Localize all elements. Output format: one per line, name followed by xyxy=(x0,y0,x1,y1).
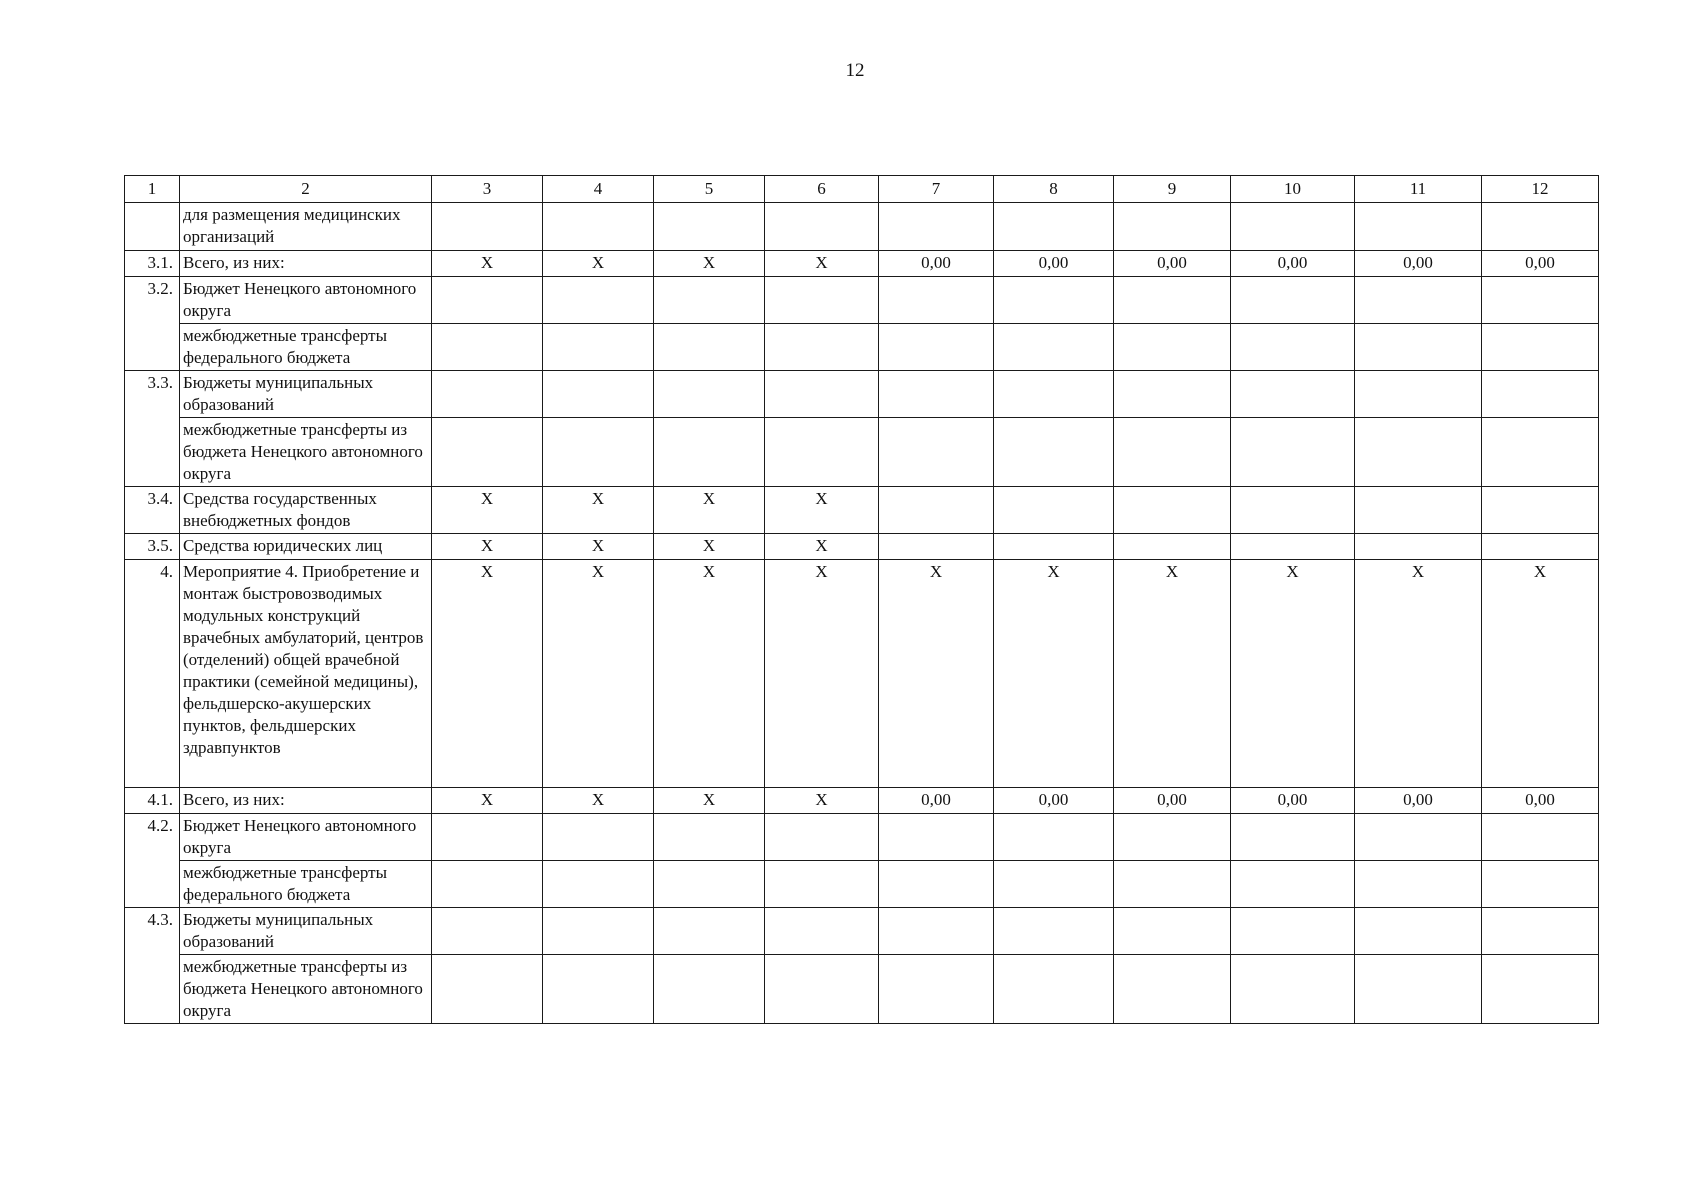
table-row xyxy=(125,251,1599,277)
value-cell xyxy=(1231,955,1355,1024)
value-cell xyxy=(1355,418,1482,487)
value-cell xyxy=(1231,534,1355,560)
value-cell xyxy=(432,203,543,251)
value-cell xyxy=(765,861,879,908)
value-cell: X xyxy=(765,788,879,814)
value-cell xyxy=(765,324,879,371)
table-body xyxy=(125,176,1599,1024)
value-cell xyxy=(765,277,879,324)
value-cell: X xyxy=(1114,560,1231,788)
value-cell xyxy=(879,534,994,560)
value-cell: 0,00 xyxy=(1482,788,1599,814)
row-number: 4.3. xyxy=(125,908,180,1024)
value-cell: 0,00 xyxy=(994,251,1114,277)
value-cell xyxy=(994,534,1114,560)
value-cell: 0,00 xyxy=(1114,788,1231,814)
value-cell xyxy=(1482,203,1599,251)
value-cell xyxy=(654,203,765,251)
value-cell xyxy=(994,814,1114,861)
value-cell xyxy=(1231,324,1355,371)
row-label: межбюджетные трансферты федерального бюджета xyxy=(180,324,432,371)
value-cell: 0,00 xyxy=(994,788,1114,814)
row-number xyxy=(125,203,180,251)
value-cell xyxy=(1355,487,1482,534)
value-cell xyxy=(1114,487,1231,534)
column-header: 10 xyxy=(1231,176,1355,203)
value-cell xyxy=(1114,861,1231,908)
value-cell xyxy=(1114,371,1231,418)
value-cell xyxy=(1231,814,1355,861)
value-cell xyxy=(1482,814,1599,861)
value-cell xyxy=(543,371,654,418)
header-row xyxy=(125,176,1599,203)
value-cell xyxy=(1231,908,1355,955)
column-header: 7 xyxy=(879,176,994,203)
row-number: 3.4. xyxy=(125,487,180,534)
row-number: 4.2. xyxy=(125,814,180,908)
value-cell xyxy=(1114,277,1231,324)
value-cell: X xyxy=(543,534,654,560)
value-cell: X xyxy=(654,560,765,788)
value-cell xyxy=(654,814,765,861)
value-cell xyxy=(543,814,654,861)
row-label: межбюджетные трансферты из бюджета Ненецкого автономного округа xyxy=(180,955,432,1024)
value-cell xyxy=(994,203,1114,251)
table-row xyxy=(125,203,1599,251)
row-number: 4.1. xyxy=(125,788,180,814)
value-cell xyxy=(1355,203,1482,251)
row-label: для размещения медицинских организаций xyxy=(180,203,432,251)
value-cell xyxy=(1231,371,1355,418)
value-cell xyxy=(1482,324,1599,371)
value-cell xyxy=(879,861,994,908)
column-header: 12 xyxy=(1482,176,1599,203)
value-cell xyxy=(432,955,543,1024)
value-cell xyxy=(994,324,1114,371)
table-row xyxy=(125,418,1599,487)
value-cell xyxy=(879,955,994,1024)
value-cell xyxy=(1231,418,1355,487)
value-cell xyxy=(879,418,994,487)
value-cell xyxy=(1482,371,1599,418)
value-cell xyxy=(1114,814,1231,861)
value-cell: X xyxy=(432,534,543,560)
value-cell: X xyxy=(765,251,879,277)
value-cell xyxy=(1355,277,1482,324)
value-cell xyxy=(1355,908,1482,955)
value-cell xyxy=(879,487,994,534)
table-row xyxy=(125,324,1599,371)
value-cell xyxy=(543,861,654,908)
row-number: 4. xyxy=(125,560,180,788)
value-cell xyxy=(1231,203,1355,251)
value-cell: 0,00 xyxy=(1482,251,1599,277)
value-cell: X xyxy=(654,487,765,534)
column-header: 11 xyxy=(1355,176,1482,203)
value-cell xyxy=(432,908,543,955)
value-cell xyxy=(1114,418,1231,487)
value-cell xyxy=(1482,487,1599,534)
column-header: 8 xyxy=(994,176,1114,203)
page-number: 12 xyxy=(845,60,865,81)
value-cell: 0,00 xyxy=(879,788,994,814)
value-cell xyxy=(1114,908,1231,955)
row-number: 3.1. xyxy=(125,251,180,277)
row-label: Бюджеты муниципальных образований xyxy=(180,908,432,955)
value-cell: 0,00 xyxy=(1231,251,1355,277)
value-cell xyxy=(994,955,1114,1024)
column-header: 2 xyxy=(180,176,432,203)
value-cell xyxy=(432,324,543,371)
row-label: Средства государственных внебюджетных фондов xyxy=(180,487,432,534)
value-cell xyxy=(432,371,543,418)
value-cell xyxy=(543,955,654,1024)
value-cell: X xyxy=(654,788,765,814)
value-cell: 0,00 xyxy=(1355,251,1482,277)
value-cell xyxy=(765,418,879,487)
value-cell xyxy=(1482,955,1599,1024)
table-row xyxy=(125,371,1599,418)
column-header: 3 xyxy=(432,176,543,203)
row-label: Средства юридических лиц xyxy=(180,534,432,560)
value-cell xyxy=(765,955,879,1024)
value-cell xyxy=(1355,955,1482,1024)
row-label: Бюджеты муниципальных образований xyxy=(180,371,432,418)
value-cell xyxy=(1114,324,1231,371)
table-row xyxy=(125,788,1599,814)
value-cell xyxy=(765,814,879,861)
value-cell: X xyxy=(432,560,543,788)
value-cell: X xyxy=(543,487,654,534)
value-cell xyxy=(1114,955,1231,1024)
value-cell xyxy=(879,324,994,371)
value-cell: X xyxy=(654,534,765,560)
table-row xyxy=(125,560,1599,788)
table-row xyxy=(125,534,1599,560)
column-header: 6 xyxy=(765,176,879,203)
value-cell xyxy=(1482,277,1599,324)
value-cell xyxy=(765,371,879,418)
value-cell: X xyxy=(432,487,543,534)
value-cell xyxy=(1355,861,1482,908)
value-cell xyxy=(994,418,1114,487)
value-cell xyxy=(654,955,765,1024)
value-cell xyxy=(879,814,994,861)
value-cell xyxy=(1355,814,1482,861)
value-cell xyxy=(1355,534,1482,560)
value-cell xyxy=(543,908,654,955)
value-cell: X xyxy=(765,534,879,560)
value-cell xyxy=(432,418,543,487)
value-cell xyxy=(1114,203,1231,251)
value-cell xyxy=(654,861,765,908)
value-cell: 0,00 xyxy=(1355,788,1482,814)
table-row xyxy=(125,277,1599,324)
value-cell xyxy=(543,203,654,251)
value-cell xyxy=(1231,277,1355,324)
value-cell xyxy=(654,418,765,487)
column-header: 1 xyxy=(125,176,180,203)
row-label: Бюджет Ненецкого автономного округа xyxy=(180,814,432,861)
value-cell xyxy=(879,908,994,955)
table-row xyxy=(125,814,1599,861)
column-header: 4 xyxy=(543,176,654,203)
value-cell: 0,00 xyxy=(1114,251,1231,277)
value-cell xyxy=(1231,861,1355,908)
value-cell xyxy=(432,861,543,908)
row-number: 3.3. xyxy=(125,371,180,487)
value-cell: X xyxy=(1231,560,1355,788)
value-cell xyxy=(879,203,994,251)
value-cell: X xyxy=(432,788,543,814)
value-cell xyxy=(1482,908,1599,955)
value-cell xyxy=(1482,534,1599,560)
value-cell xyxy=(432,277,543,324)
value-cell: X xyxy=(432,251,543,277)
value-cell xyxy=(432,814,543,861)
row-label: Всего, из них: xyxy=(180,788,432,814)
row-label: межбюджетные трансферты федерального бюджета xyxy=(180,861,432,908)
row-number: 3.5. xyxy=(125,534,180,560)
value-cell: X xyxy=(765,487,879,534)
value-cell xyxy=(994,371,1114,418)
value-cell xyxy=(1482,418,1599,487)
table-row xyxy=(125,861,1599,908)
value-cell xyxy=(765,908,879,955)
value-cell: X xyxy=(994,560,1114,788)
value-cell xyxy=(543,324,654,371)
value-cell: X xyxy=(1482,560,1599,788)
value-cell xyxy=(765,203,879,251)
value-cell: X xyxy=(765,560,879,788)
value-cell xyxy=(1482,861,1599,908)
value-cell xyxy=(654,324,765,371)
value-cell xyxy=(654,277,765,324)
value-cell xyxy=(994,908,1114,955)
value-cell: 0,00 xyxy=(879,251,994,277)
table-row xyxy=(125,908,1599,955)
value-cell xyxy=(654,908,765,955)
row-label: Всего, из них: xyxy=(180,251,432,277)
table-row xyxy=(125,955,1599,1024)
value-cell xyxy=(994,277,1114,324)
row-label: Бюджет Ненецкого автономного округа xyxy=(180,277,432,324)
value-cell xyxy=(994,487,1114,534)
table-row xyxy=(125,487,1599,534)
value-cell: X xyxy=(543,560,654,788)
value-cell: X xyxy=(879,560,994,788)
value-cell xyxy=(879,371,994,418)
value-cell xyxy=(654,371,765,418)
value-cell xyxy=(543,418,654,487)
value-cell xyxy=(1231,487,1355,534)
value-cell: X xyxy=(543,788,654,814)
value-cell: X xyxy=(543,251,654,277)
row-number: 3.2. xyxy=(125,277,180,371)
column-header: 9 xyxy=(1114,176,1231,203)
value-cell xyxy=(1355,371,1482,418)
budget-table xyxy=(124,175,1599,1024)
value-cell: 0,00 xyxy=(1231,788,1355,814)
column-header: 5 xyxy=(654,176,765,203)
value-cell xyxy=(879,277,994,324)
row-label: Мероприятие 4. Приобретение и монтаж быстровозводимых модульных конструкций врачебных амбулаторий, центров (отделений) общей врачебной практики (семейной медицины), фельдшерско-акушерских пунктов, фельдшерских здравпунктов xyxy=(180,560,432,788)
value-cell xyxy=(543,277,654,324)
value-cell xyxy=(1355,324,1482,371)
value-cell xyxy=(1114,534,1231,560)
value-cell xyxy=(994,861,1114,908)
value-cell: X xyxy=(654,251,765,277)
value-cell: X xyxy=(1355,560,1482,788)
row-label: межбюджетные трансферты из бюджета Ненецкого автономного округа xyxy=(180,418,432,487)
